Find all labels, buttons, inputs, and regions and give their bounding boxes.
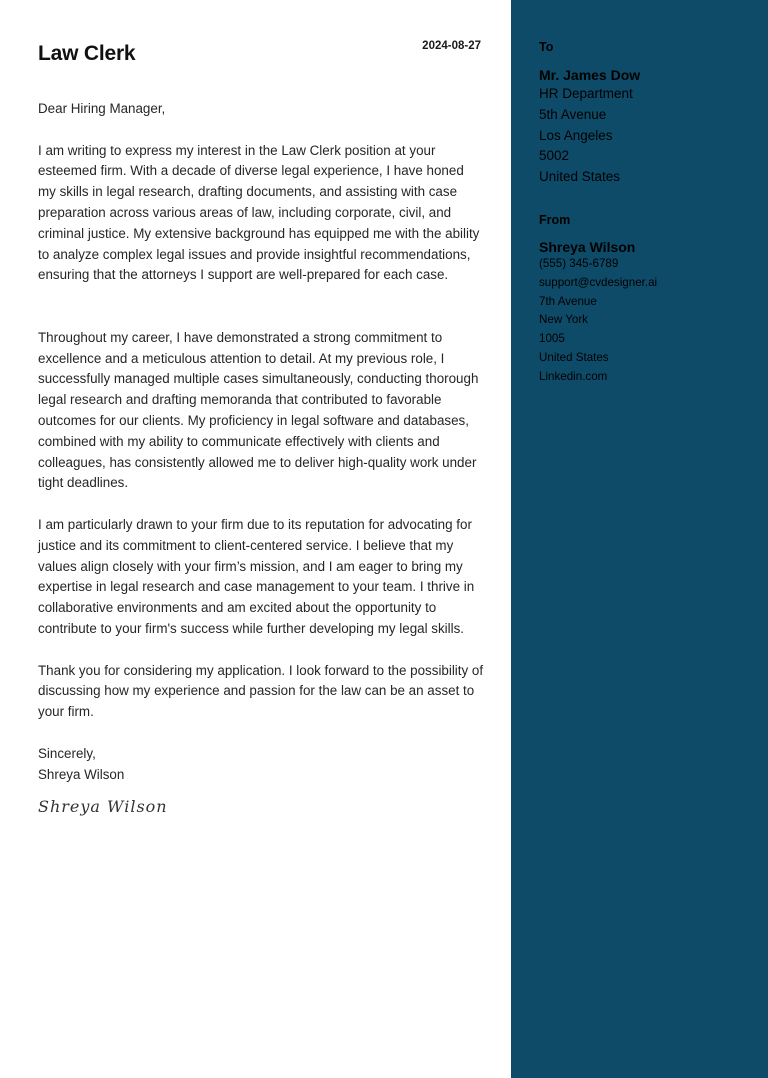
letter-body: [38, 99, 484, 818]
sender-section: [539, 213, 657, 387]
recipient-address-line: Los Angeles: [539, 127, 613, 143]
sender-postcode: 1005: [539, 332, 565, 346]
closing: Sincerely,: [38, 745, 96, 761]
greeting: Dear Hiring Manager,: [38, 101, 166, 116]
letter-paragraph: I am writing to express my interest in the Law Clerk position at your esteemed firm. With a decade of diverse legal experience, I have honed my skills in legal research, drafting documents, and assisting with case preparation across various areas of law, including corporate, civil, and criminal justice. My extensive background has equipped me with the ability to analyze complex legal issues and provide insightful recommendations, ensuring that the attorneys I support are well-prepared for each case.: [38, 142, 480, 283]
sender-contact: [539, 255, 657, 387]
sender-linkedin: Linkedin.com: [539, 369, 608, 383]
letter-paragraph: Thank you for considering my application. I look forward to the possibility of discussing how my experience and passion for the law can be an asset to your firm.: [38, 662, 484, 720]
letter-date: 2024-08-27: [422, 40, 481, 52]
recipient-name: Mr. James Dow: [539, 67, 641, 83]
sender-email: support@cvdesigner.ai: [539, 275, 658, 289]
job-title-heading: Law Clerk: [38, 42, 136, 65]
handwritten-signature: Shreya Wilson: [38, 797, 168, 817]
sender-country: United States: [539, 350, 609, 364]
recipient-address-line: United States: [539, 169, 621, 185]
sender-heading: From: [539, 213, 571, 227]
sender-city: New York: [539, 313, 588, 327]
sender-phone: (555) 345-6789: [539, 257, 619, 270]
sender-street: 7th Avenue: [539, 294, 597, 308]
letter-paragraph: Throughout my career, I have demonstrated a strong commitment to excellence and a meticulous attention to detail. At my previous role, I successfully managed multiple cases simultaneously, conducting thorough legal research and drafting memoranda that contributed to favorable outcomes for our clients. My proficiency in legal software and databases, combined with my ability to communicate effectively with clients and colleagues, has consistently allowed me to deliver high-quality work under tight deadlines.: [38, 329, 479, 491]
sender-name: Shreya Wilson: [539, 239, 636, 255]
recipient-address-line: 5002: [539, 148, 570, 164]
letter-paragraph: I am particularly drawn to your firm due to its reputation for advocating for justice and its commitment to client-centered service. I believe that my values align closely with your firm’s mission, and I am eager to bring my expertise in legal research and case management to your team. I thrive in collaborative environments and am excited about the opportunity to contribute to your firm's success while further developing my legal skills.: [38, 516, 475, 636]
recipient-address-line: 5th Avenue: [539, 106, 607, 122]
closing-name: Shreya Wilson: [38, 766, 125, 782]
recipient-address: [539, 84, 640, 188]
recipient-section: [539, 40, 640, 188]
recipient-heading: To: [539, 40, 554, 54]
recipient-address-line: HR Department: [539, 86, 633, 101]
